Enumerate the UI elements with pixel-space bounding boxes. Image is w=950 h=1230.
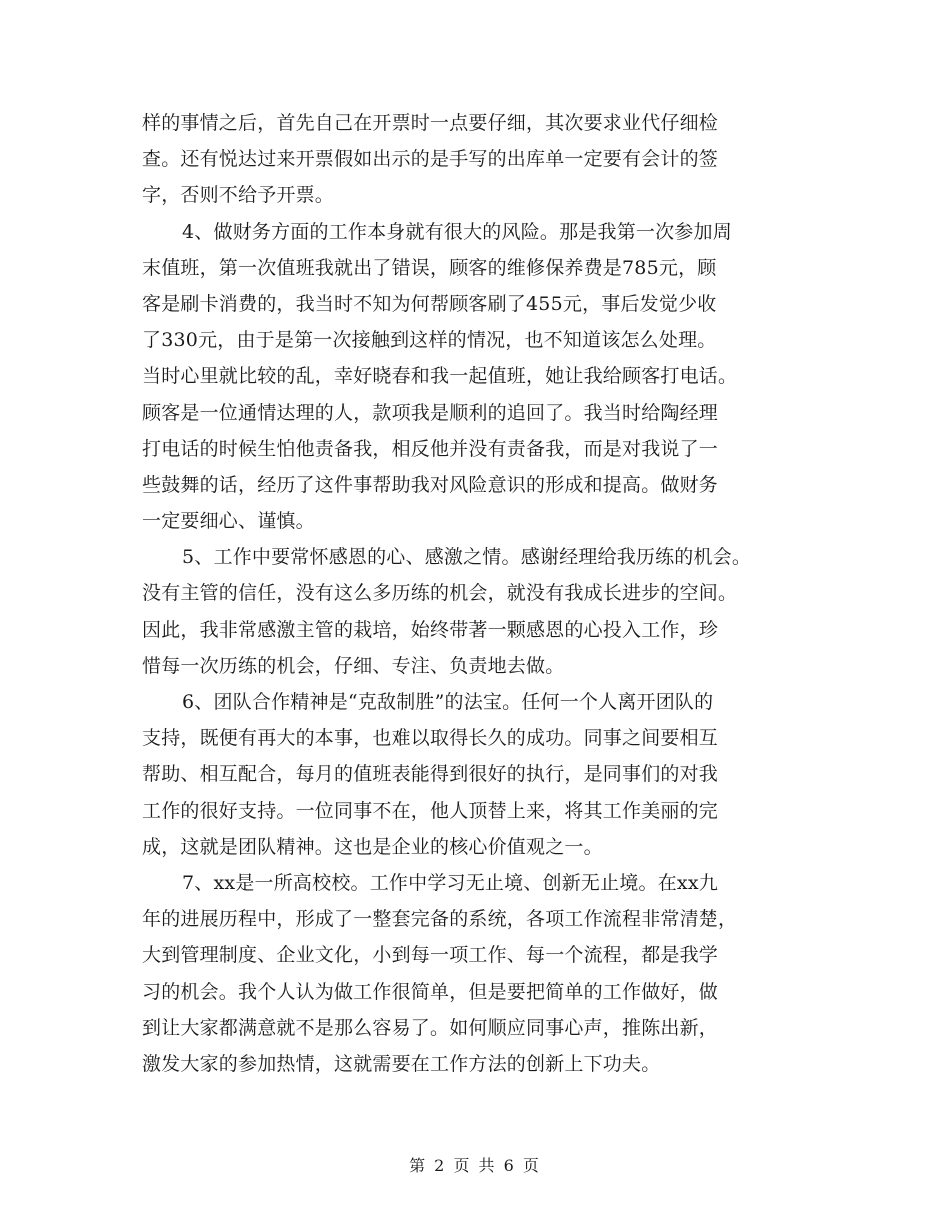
text-line: 末值班，第一次值班我就出了错误，顾客的维修保养费是785元，顾 bbox=[142, 256, 717, 279]
text-line: 一定要细心、谨慎。 bbox=[142, 510, 315, 533]
text-line: 到让大家都满意就不是那么容易了。如何顺应同事心声，推陈出新， bbox=[142, 1016, 719, 1039]
page-footer: 第 2 页 共 6 页 bbox=[409, 1156, 541, 1175]
text-line: 打电话的时候生怕他责备我，相反他并没有责备我，而是对我说了一 bbox=[142, 437, 719, 460]
text-line: 4、做财务方面的工作本身就有很大的风险。那是我第一次参加周 bbox=[182, 220, 732, 243]
text-line: 当时心里就比较的乱，幸好晓春和我一起值班，她让我给顾客打电话。 bbox=[142, 365, 738, 388]
text-line: 年的进展历程中，形成了一整套完备的系统，各项工作流程非常清楚， bbox=[142, 908, 738, 931]
document-body bbox=[142, 105, 822, 1082]
text-line: 因此，我非常感激主管的栽培，始终带著一颗感恩的心投入工作，珍 bbox=[142, 618, 719, 641]
text-line: 字，否则不给予开票。 bbox=[142, 184, 335, 207]
text-line: 客是刷卡消费的，我当时不知为何帮顾客刷了455元，事后发觉少收 bbox=[142, 292, 717, 315]
text-line: 惜每一次历练的机会，仔细、专注、负责地去做。 bbox=[142, 654, 565, 677]
text-line: 激发大家的参加热情，这就需要在工作方法的创新上下功夫。 bbox=[142, 1052, 661, 1075]
text-line: 顾客是一位通情达理的人，款项我是顺利的追回了。我当时给陶经理 bbox=[142, 401, 719, 424]
text-line: 没有主管的信任，没有这么多历练的机会，就没有我成长进步的空间。 bbox=[142, 582, 738, 605]
text-line: 帮助、相互配合，每月的值班表能得到很好的执行，是同事们的对我 bbox=[142, 763, 719, 786]
text-line: 5、工作中要常怀感恩的心、感激之情。感谢经理给我历练的机会。 bbox=[182, 546, 752, 569]
text-line: 6、团队合作精神是“克敌制胜”的法宝。任何一个人离开团队的 bbox=[182, 691, 714, 713]
text-line: 查。还有悦达过来开票假如出示的是手写的出库单一定要有会计的签 bbox=[142, 148, 719, 171]
text-line: 些鼓舞的话，经历了这件事帮助我对风险意识的形成和提高。做财务 bbox=[142, 473, 719, 496]
text-line: 7、xx是一所高校校。工作中学习无止境、创新无止境。在xx九 bbox=[182, 871, 718, 894]
text-line: 习的机会。我个人认为做工作很简单，但是要把简单的工作做好，做 bbox=[142, 980, 719, 1003]
text-line: 成，这就是团队精神。这也是企业的核心价值观之一。 bbox=[142, 835, 603, 858]
text-line: 了330元，由于是第一次接触到这样的情况，也不知道该怎么处理。 bbox=[142, 329, 717, 352]
text-line: 样的事情之后，首先自己在开票时一点要仔细，其次要求业代仔细检 bbox=[142, 112, 719, 134]
text-line: 大到管理制度、企业文化，小到每一项工作、每一个流程，都是我学 bbox=[142, 944, 719, 967]
text-line: 支持，既便有再大的本事，也难以取得长久的成功。同事之间要相互 bbox=[142, 727, 719, 750]
text-line: 工作的很好支持。一位同事不在，他人顶替上来，将其工作美丽的完 bbox=[142, 799, 719, 822]
